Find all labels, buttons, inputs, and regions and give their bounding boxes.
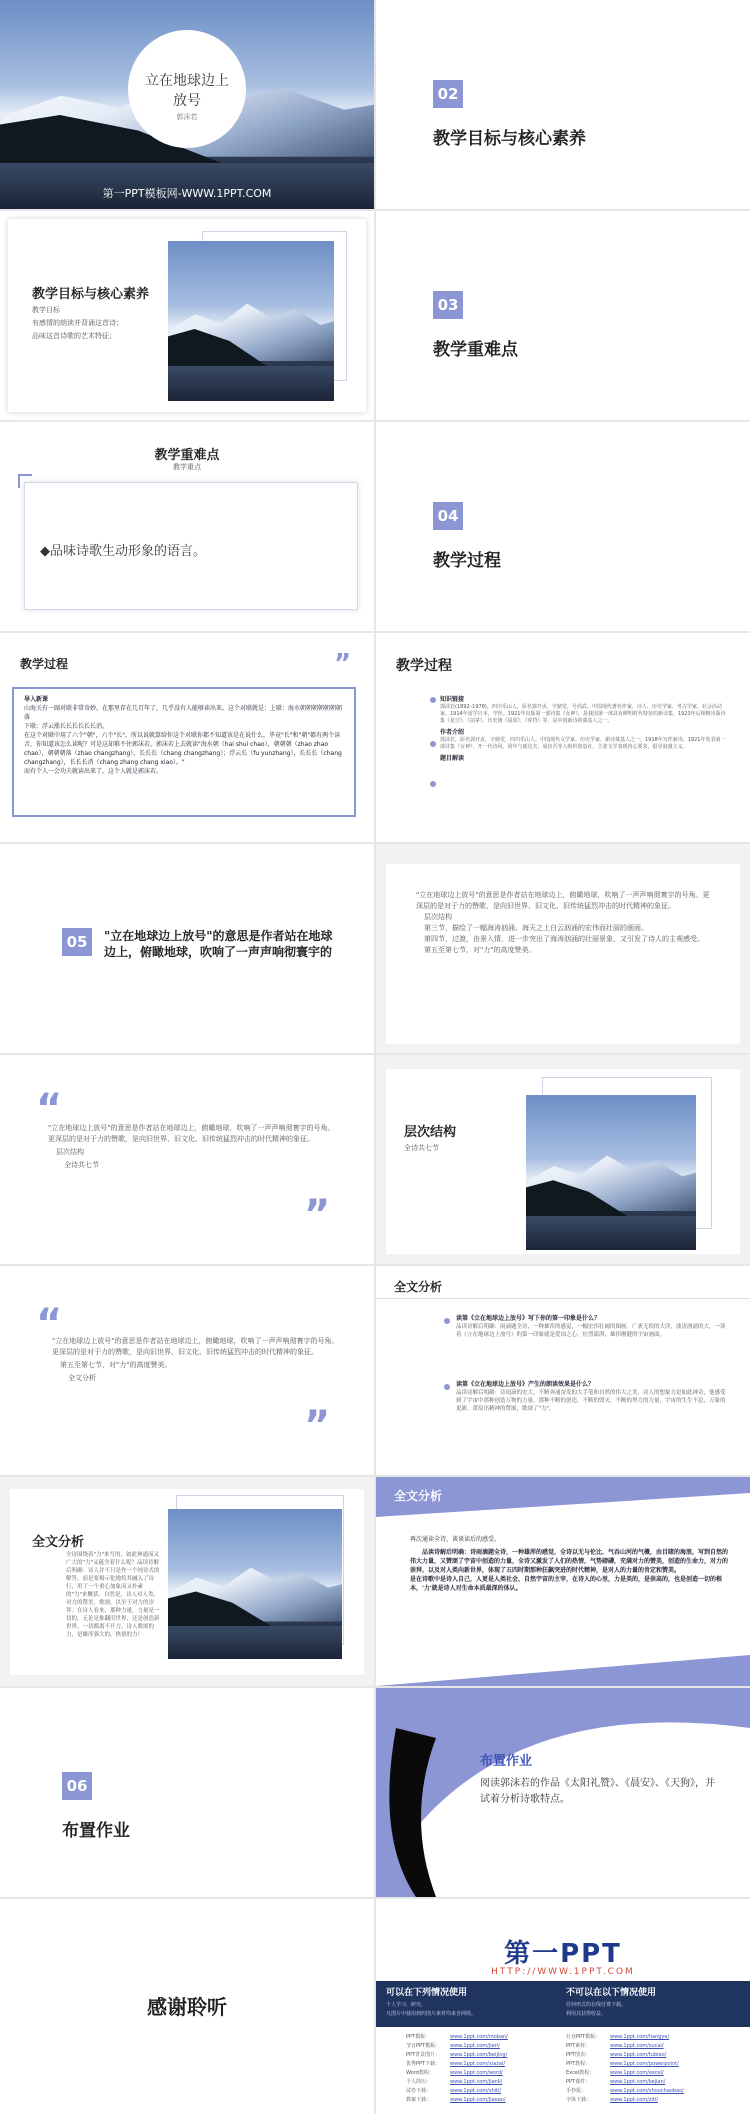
intro-box [12,687,356,817]
slide-credits[interactable] [376,1899,750,2114]
summary-text [410,1535,728,1593]
qa-answer-2: 品读诗解后明确：诗雨滴的宏大，不断奔涌奋发的大手笔和自然的伟大之美，诗人的想象力是如此神奇，他感受到了宇宙中那种创造万物的力量，那种不断的创造，不断的毁灭，不断的努力的力量，宇宙的生生不息，万象的更新，黄原出精神的赞颂，歌颂了"力"。 [456,1390,726,1412]
qa-answer-1: 品读诗解后明确：雨滴题全诗，一种雄浑的感觉，一幅宏伟壮阔的图画。广袤无垠的大洋，波涛汹涌的大，一读着《立在地球边上放号》的第一印象就是爱国之心，壮烈澎湃，雄伟刚健的宇宙画面。 [456,1324,726,1338]
objectives-title: 教学目标与核心素养 [32,287,150,302]
quote-text [52,1336,342,1384]
close-quote-icon: ” [304,1403,331,1449]
knowledge-h3: 题目解读 [440,755,465,762]
bullet-dot [430,741,436,747]
homework-title: 布置作业 [480,1754,533,1769]
slide-section-05[interactable] [0,844,374,1053]
section-title: 布置作业 [62,1821,130,1841]
structure-image [526,1095,696,1250]
slide-process-intro[interactable] [0,633,374,842]
intro-line1: 山海关有一副对联非常奇妙，在那里存在几百年了，几乎没有人能够读出来。这个对联就是：上联：海水朝朝朝朝朝朝朝落 [24,705,343,721]
slide-section-04[interactable] [376,422,750,631]
link-row[interactable]: 个人简历： www.1ppt.com/jianli/ [406,2079,503,2085]
open-quote-icon: “ [36,1086,63,1132]
intro-line4: 而有个人一会功夫就读出来了，这个人就是郭沫若。 [24,768,163,775]
section-number: 03 [433,291,463,319]
intro-line2: 下联：浮云涨长长长长长长消。 [24,723,109,730]
structure-title: 层次结构 [404,1125,457,1140]
cover-title-line1: 立在地球边上 [145,73,229,89]
intro-box-title: 导入新课 [24,696,49,703]
analysis-title: 全文分析 [32,1535,85,1550]
slide-cover[interactable] [0,0,374,209]
quote-p2: 层次结构 [56,1148,84,1156]
summary-p1: 再次通读全诗，谈谈读后的感受。 [410,1536,501,1543]
forbidden-sub1: 任何形式的在线付费下载。 [566,2002,627,2008]
analysis-title: 全文分析 [394,1280,443,1294]
brand-url[interactable]: HTTP://WWW.1PPT.COM [491,1967,635,1977]
section-text: "立在地球边上放号"的意思是作者站在地球边上，俯瞰地球，吹响了一声声响彻寰宇的 [104,929,333,959]
link-row[interactable]: PPT课件： www.1ppt.com/kejian/ [566,2079,666,2085]
cover-author: 郭沫若 [176,113,198,121]
link-row[interactable]: 试卷下载： www.1ppt.com/shiti/ [406,2088,502,2094]
knowledge-h2: 作者介绍 [440,729,465,736]
homework-text: 阅读郭沫若的作品《太阳礼赞》、《晨安》、《天狗》，并试着分析诗歌特点。 [480,1778,715,1805]
section-number: 04 [433,502,463,530]
quote-p3: 全诗共七节 [64,1161,99,1169]
divider [376,1298,750,1299]
structure-sub: 全诗共七节 [404,1144,439,1152]
cover-title-line2: 放号 [173,93,201,109]
objectives-line1: 教学目标 [32,306,60,314]
summary-p2: 品读诗解后明确：诗雨滴题全诗，一种雄浑的感觉，全诗以无与伦比、气吞山河的气概，由目睹的海浪，写到自然的伟大力量，又赞颂了宇宙中创造的力量，全诗又激发了人们的热情，气势磅礴，充满对力的赞美，创造的生命力，对力的崇拜，以及对人类向新世界，体现了五四时期那种狂飙突进的时代精神，是对人的力量的肯定和赞美。 [410,1549,729,1574]
meaning-p3: 第三节，描绘了一幅海涛汹涌、海天之上白云汹涌的宏伟而壮丽的画面。 [424,924,648,932]
knowledge-h1: 知识链接 [440,696,465,703]
slide-analysis-image[interactable] [0,1477,374,1686]
bullet-dot [444,1384,450,1390]
analysis-text: 全诗围绕着"力"来写的，如此神通而又广大的"力"又蕴含着什么呢？品读诗解后明确：诗人并不只是作一个纯诗式的解答，而是要揭示化地将其融入了诗行，用了一个重心加象而又朴素的"力"来概括。自然是，诗人对人类、对力的赞美。歌颂，以至于对力的崇拜。在诗人看来，那种力量，力量是一切的，无论是推翻旧世界，还是创造新世界，一切都离不开力。诗人歌颂的力，是雄浑强大的，热情的力！ [66,1552,160,1638]
link-row[interactable]: PPT教程： www.1ppt.com/powerpoint/ [566,2061,679,2067]
section-title: 教学目标与核心素养 [433,129,586,149]
qa-block-1 [456,1314,726,1339]
links-left [406,2033,566,2105]
link-row[interactable]: 行业PPT模板： www.1ppt.com/hangye/ [566,2034,670,2040]
slide-thanks[interactable] [0,1899,374,2114]
meaning-p1: "立在地球边上放号"的意思是作者站在地球边上，俯瞰地球，吹响了一声声响彻寰宇的号角。更深层的是对于力的赞歌，是向旧世界、旧文化、旧传统猛烈冲击的时代精神的象征。 [416,891,710,910]
open-quote-icon: “ [36,1301,63,1347]
quote-text [48,1123,338,1171]
thanks-title: 感谢聆听 [147,1995,227,2019]
bullet-dot [444,1318,450,1324]
summary-p3: 是在诗歌中是诗人自己，人更是人类社会、自然宇宙的主宰，在诗人的心里，力是美的，是崇高的，也是创造一切的根本，'力'就是诗人对生命本质最深的体认。 [410,1576,723,1592]
section-title: 教学过程 [433,551,501,571]
quote-p2: 第五至第七节，对"力"的高度赞美。 [60,1361,172,1369]
bullet-dot [430,781,436,787]
link-row[interactable]: 字体下载： www.1ppt.com/ziti/ [566,2097,658,2103]
link-row[interactable]: PPT素材： www.1ppt.com/sucai/ [566,2043,664,2049]
slide-title-meaning[interactable] [376,844,750,1053]
keypoints-sub: 教学重点 [173,463,201,471]
forbidden-head: 不可以在以下情况使用 [566,1988,657,1998]
slide-objectives[interactable] [0,211,374,420]
link-row[interactable]: Excel教程： www.1ppt.com/excel/ [566,2070,664,2076]
knowledge-p1: 郭沫若(1892–1978)，四川乐山人，原名郭开贞，字鼎堂，号尚武。中国现代著名作家、诗人、历史学家、考古学家、社会活动家。1914年留学日本，学医。1921年出版第一部诗集《女神》，是我国第一部具有鲜明时代特征的新诗集。1923年后相继出版诗集《星空》、《前茅》，历史剧《屈原》、《虎符》等，是中国新诗的奠基人之一。 [440,704,726,724]
objectives-line3: 品味这首诗歌的艺术特征； [32,332,116,340]
link-row[interactable]: PPT背景图片： www.1ppt.com/beijing/ [406,2052,508,2058]
section-title: 教学重难点 [433,340,518,360]
analysis-image [168,1509,342,1659]
footer-band [376,1655,750,1686]
analysis-title: 全文分析 [394,1489,443,1503]
slide-analysis-qa[interactable] [376,1266,750,1475]
link-row[interactable]: Word教程： www.1ppt.com/word/ [406,2070,503,2076]
quote-p3: 全文分析 [68,1374,96,1382]
slide-analysis-summary[interactable] [376,1477,750,1686]
link-row[interactable]: PPT图表： www.1ppt.com/tubiao/ [566,2052,667,2058]
section-number: 06 [62,1772,92,1800]
knowledge-list [440,695,730,763]
title-circle [128,30,246,148]
cover-watermark: 第一PPT模板网-WWW.1PPT.COM [102,187,272,200]
meaning-text [416,890,716,956]
slide-quote-1[interactable] [0,1055,374,1264]
section-number: 02 [433,80,463,108]
link-row[interactable]: 优秀PPT下载： www.1ppt.com/xiazai/ [406,2061,506,2067]
forbidden-sub2: 利用其获得收益。 [566,2011,607,2017]
intro-line3: 在这个对联中用了六个"朝"，六个"长"，所以说就算给你这个对联你都不知道该是在说什么，毕竟"长"和"朝"都有两个读音，你知道该怎么读呢？可是这却难不住郭沫若，郭沫若上去就读"海水朝（hai shui chao），朝朝朝（zhao zhao chao），朝朝朝落（zhao changzhang），长长长（chang changzhang）；浮云长（fu yunzhang），长长长（chang changzhang），长长长消（chang zhang chang xiao）。" [24,732,342,766]
links-right [566,2033,746,2105]
bullet-dot [430,697,436,703]
corner-decor [18,474,32,488]
qa-question-2: 读第《立在地球边上放号》产生的朗读效果是什么？ [456,1381,595,1388]
qa-block-2 [456,1380,726,1413]
meaning-p2: 层次结构 [424,913,452,921]
allowed-sub2: 凡图片中使用到的图片素材均来自网络。 [386,2011,477,2017]
knowledge-p2: 郭沫若，原名郭开贞，字鼎堂，四川乐山人。中国现代文学家、历史学家、新诗奠基人之一。1918年写作新诗，1921年发表第一部诗集《女神》，开一代诗风。同年与郁达夫、成仿吾等人组织创造社，主张文学表现内心要求，倡导浪漫主义。 [440,737,726,750]
quote-icon: ” [334,649,352,679]
link-row[interactable]: 节日PPT模板： www.1ppt.com/jieri/ [406,2043,500,2049]
link-row[interactable]: 手抄报： www.1ppt.com/shouchaobao/ [566,2088,684,2094]
allowed-sub1: 个人学习、研究。 [386,2002,427,2008]
link-row[interactable]: PPT模板： www.1ppt.com/moban/ [406,2034,508,2040]
objectives-image [168,241,334,401]
slide-process-knowledge[interactable] [376,633,750,842]
slide-section-03[interactable] [376,211,750,420]
meaning-p4: 第四节，过渡，由景入情，进一步突出了海涛汹涌的壮丽景象，又引发了诗人的主观感受。 [424,935,704,943]
keypoints-title: 教学重难点 [154,448,220,463]
slide-homework[interactable] [376,1688,750,1897]
meaning-p5: 第五至第七节，对"力"的高度赞美。 [424,946,536,954]
link-row[interactable]: 教案下载： www.1ppt.com/jiaoan/ [406,2097,506,2103]
quote-p1: "立在地球边上放号"的意思是作者站在地球边上，俯瞰地球，吹响了一声声响彻寰宇的号角。更深层的是对于力的赞歌，是向旧世界、旧文化、旧传统猛烈冲击的时代精神的象征。 [48,1124,335,1143]
allowed-head: 可以在下列情况使用 [386,1988,468,1998]
process-title: 教学过程 [20,657,69,671]
slide-quote-2[interactable] [0,1266,374,1475]
objectives-line2: 有感情的朗读并背诵这首诗； [32,319,123,327]
slide-section-02[interactable] [376,0,750,209]
close-quote-icon: ” [304,1192,331,1238]
qa-question-1: 读第《立在地球边上放号》写下你的第一印象是什么？ [456,1315,601,1322]
slide-section-06[interactable] [0,1688,374,1897]
slide-key-points[interactable] [0,422,374,631]
brand-logo: 第一PPT [504,1939,622,1969]
slide-structure[interactable] [376,1055,750,1264]
quote-p1: "立在地球边上放号"的意思是作者站在地球边上，俯瞰地球，吹响了一声声响彻寰宇的号角。更深层的是对于力的赞歌，是向旧世界、旧文化、旧传统猛烈冲击的时代精神的象征。 [52,1337,339,1356]
process-title: 教学过程 [396,658,452,674]
section-number: 05 [62,928,92,956]
keypoints-bullet: ◆品味诗歌生动形象的语言。 [40,544,206,559]
